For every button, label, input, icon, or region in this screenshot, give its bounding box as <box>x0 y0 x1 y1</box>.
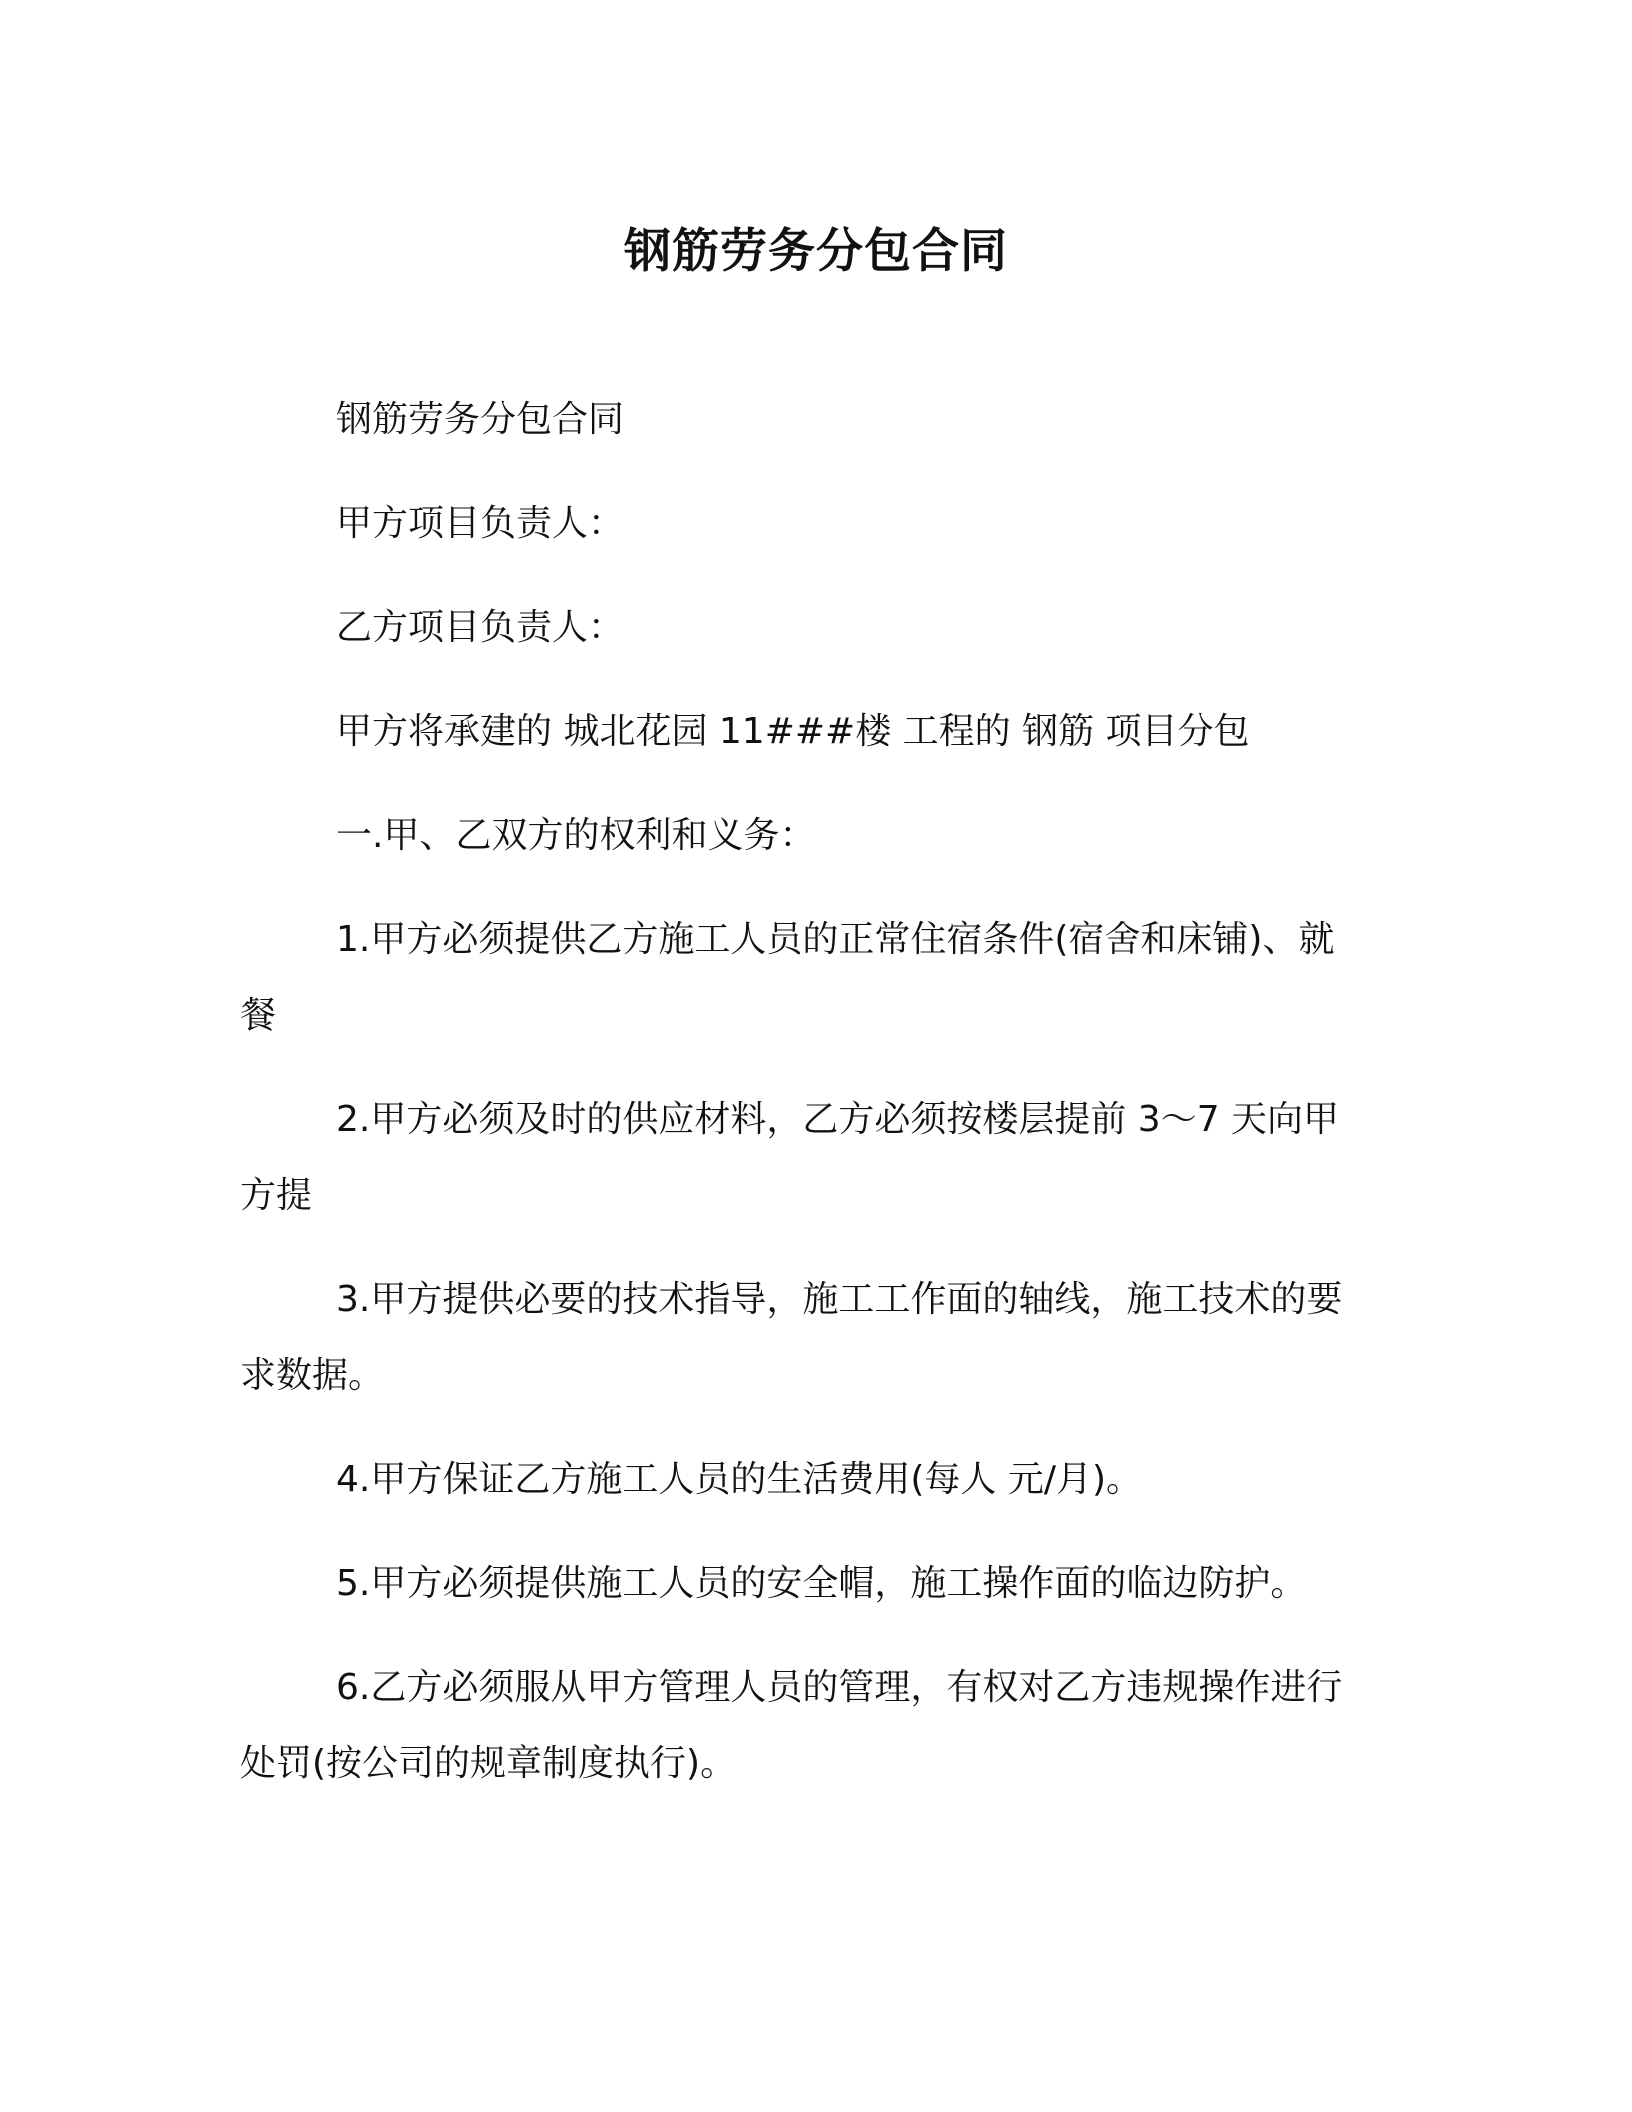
clause-2 <box>240 1082 1380 1234</box>
paragraph-line: 钢筋劳务分包合同 <box>336 399 625 440</box>
paragraph-line: 乙方项目负责人： <box>336 607 625 648</box>
paragraph-subtitle <box>240 382 1380 458</box>
paragraph-line: 3.甲方提供必要的技术指导，施工工作面的轴线，施工技术的要 <box>336 1279 1343 1320</box>
paragraph-project-scope <box>240 694 1380 770</box>
paragraph-line-continued: 处罚(按公司的规章制度执行)。 <box>240 1743 737 1784</box>
paragraph-line-continued: 餐 <box>240 995 277 1036</box>
paragraph-line: 4.甲方保证乙方施工人员的生活费用(每人 元/月)。 <box>336 1459 1143 1500</box>
paragraph-line: 甲方项目负责人： <box>336 503 625 544</box>
paragraph-line: 6.乙方必须服从甲方管理人员的管理，有权对乙方违规操作进行 <box>336 1667 1343 1708</box>
clause-1 <box>240 902 1380 1054</box>
paragraph-line-continued: 求数据。 <box>240 1355 385 1396</box>
clause-3 <box>240 1262 1380 1414</box>
paragraph-line: 5.甲方必须提供施工人员的安全帽，施工操作面的临边防护。 <box>336 1563 1307 1604</box>
paragraph-line: 2.甲方必须及时的供应材料，乙方必须按楼层提前 3～7 天向甲 <box>336 1099 1340 1140</box>
paragraph-line: 1.甲方必须提供乙方施工人员的正常住宿条件(宿舍和床铺)、就 <box>336 919 1335 960</box>
clause-4 <box>240 1442 1380 1518</box>
section-heading-rights-obligations <box>240 798 1380 874</box>
paragraph-party-b-lead <box>240 590 1380 666</box>
document-title: 钢筋劳务分包合同 <box>624 224 1008 279</box>
paragraph-line: 一.甲、乙双方的权利和义务： <box>336 815 816 856</box>
paragraph-party-a-lead <box>240 486 1380 562</box>
paragraph-line: 甲方将承建的 城北花园 11###楼 工程的 钢筋 项目分包 <box>336 711 1250 752</box>
clause-5 <box>240 1546 1380 1622</box>
clause-6 <box>240 1650 1380 1802</box>
paragraph-line-continued: 方提 <box>240 1175 313 1216</box>
